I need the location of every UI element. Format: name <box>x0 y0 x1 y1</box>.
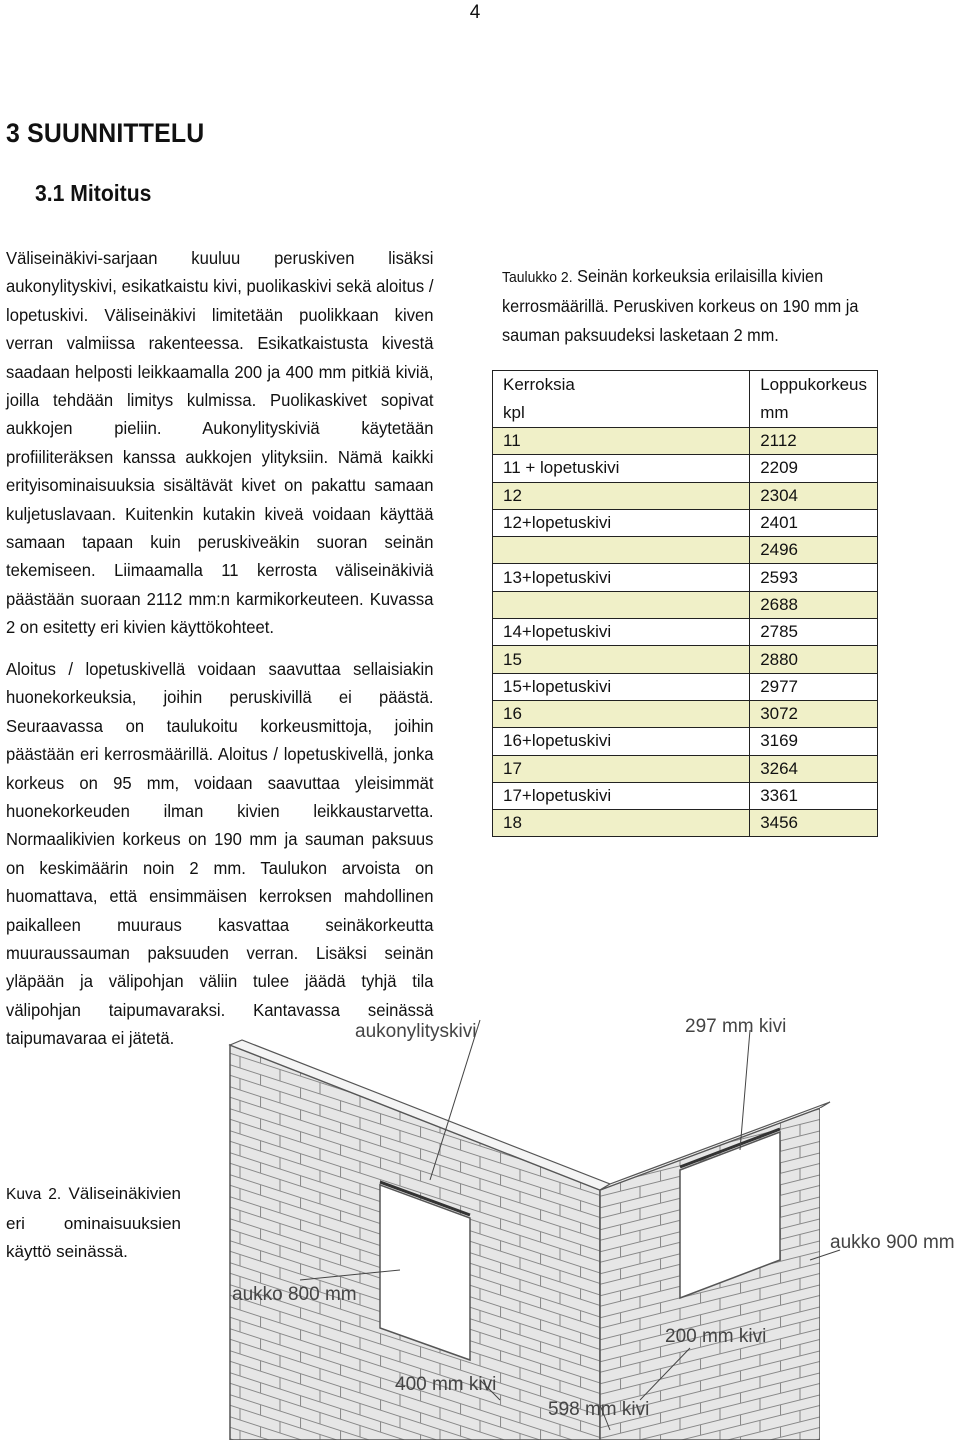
header-height <box>750 371 878 428</box>
label-200-kivi: 200 mm kivi <box>665 1326 767 1347</box>
table-body <box>493 428 878 837</box>
cell-layers: 16 <box>493 700 750 727</box>
header-layers-line2: kpl <box>503 403 525 422</box>
cell-layers <box>493 591 750 618</box>
cell-layers: 16+lopetuskivi <box>493 728 750 755</box>
table-row <box>493 673 878 700</box>
cell-layers: 18 <box>493 810 750 837</box>
header-layers-line1: Kerroksia <box>503 375 575 394</box>
figure-caption <box>6 1180 181 1267</box>
table-row <box>493 700 878 727</box>
body-paragraph-1: Väliseinäkivi-sarjaan kuuluu peruskiven lisäksi aukonylityskivi, esikatkaistu kivi, puolikaskivi sekä aloitus / lopetuskivi. Väliseinäkivi limitetään puolikkaan kiven verran valmiissa rakenteessa. Esikatkaistusta kivestä saadaan helposti leikkaamalla 200 ja 400 mm pitkiä kiviä, joilla tehdään limitys kulmissa. Puolikaskivet sopivat aukkojen pieliin. Aukonylityskiviä käytetään profiiliteräksen kanssa aukkojen ylityksiin. Nämä kaikki erityisominaisuuksia sisältävät kivet on pakattu samaan kuljetuslavaan. Kuitenkin kutakin kiveä voidaan käyttää samaan tapaan kuin peruskiveäkin suoran seinän tekemiseen. Liimaamalla 11 kerrosta väliseinäkiviä päästään suoraan 2112 mm:n karmikorkeuteen. Kuvassa 2 on esitetty eri kivien käyttökohteet. <box>6 248 434 638</box>
label-400-kivi: 400 mm kivi <box>395 1374 497 1395</box>
label-297-kivi: 297 mm kivi <box>685 1016 787 1037</box>
cell-layers: 15 <box>493 646 750 673</box>
cell-height: 2785 <box>750 619 878 646</box>
header-layers <box>493 371 750 428</box>
table-row <box>493 810 878 837</box>
cell-height: 2112 <box>750 428 878 455</box>
cell-height: 2688 <box>750 591 878 618</box>
table-row <box>493 728 878 755</box>
cell-height: 3264 <box>750 755 878 782</box>
wall-figure <box>180 960 960 1440</box>
cell-height: 2593 <box>750 564 878 591</box>
cell-height: 2401 <box>750 509 878 536</box>
table-row <box>493 591 878 618</box>
table-row <box>493 537 878 564</box>
cell-layers: 13+lopetuskivi <box>493 564 750 591</box>
cell-layers: 17 <box>493 755 750 782</box>
table-row <box>493 619 878 646</box>
figure-caption-label: Kuva 2. <box>6 1186 62 1203</box>
table-row <box>493 482 878 509</box>
table-row <box>493 428 878 455</box>
cell-height: 3361 <box>750 782 878 809</box>
table-row <box>493 782 878 809</box>
table-caption-text: Seinän korkeuksia erilaisilla kivien kerrosmäärillä. Peruskiven korkeus on 190 mm ja sauman paksuudeksi lasketaan 2 mm. <box>502 266 859 345</box>
header-height-line2: mm <box>760 403 789 422</box>
cell-layers: 12 <box>493 482 750 509</box>
table-caption <box>502 262 921 349</box>
cell-height: 3169 <box>750 728 878 755</box>
section-heading: 3.1 Mitoitus <box>35 180 152 206</box>
table-row <box>493 455 878 482</box>
page-number: 4 <box>469 2 481 23</box>
cell-layers <box>493 537 750 564</box>
body-paragraph-2: Aloitus / lopetuskivellä voidaan saavuttaa sellaisiakin huonekorkeuksia, joihin peruskivillä ei päästä. Seuraavassa on taulukoitu korkeusmittoja, joihin päästään eri kerrosmäärillä. Aloitus / lopetuskivellä, jonka korkeus on 95 mm, voidaan saavuttaa yleisimmät huonekorkeuden ilman kivien leikkaustarvetta. Normaalikivien korkeus on 190 mm ja sauman paksuus on keskimäärin noin 2 mm. Taulukon arvoista on huomattava, että ensimmäisen kerroksen mahdollinen paikalleen muuraus kasvattaa seinäkorkeutta muuraussauman paksuuden verran. Lisäksi seinän yläpään ja välipohjan väliin tulee jäädä tyhjä tila välipohjan taipumavaraksi. Kantavassa seinässä taipumavaraa ei jätetä. <box>6 659 434 1049</box>
cell-layers: 12+lopetuskivi <box>493 509 750 536</box>
table-header-row <box>493 371 878 428</box>
cell-height: 2880 <box>750 646 878 673</box>
table-row <box>493 755 878 782</box>
cell-height: 2209 <box>750 455 878 482</box>
wall-illustration <box>180 960 960 1440</box>
cell-layers: 15+lopetuskivi <box>493 673 750 700</box>
header-height-line1: Loppukorkeus <box>760 375 867 394</box>
cell-layers: 17+lopetuskivi <box>493 782 750 809</box>
cell-layers: 11 + lopetuskivi <box>493 455 750 482</box>
cell-height: 3456 <box>750 810 878 837</box>
figure-caption-text: Väliseinäkivien eri ominaisuuksien käyttö seinässä. <box>6 1184 181 1261</box>
chapter-heading: 3 SUUNNITTELU <box>6 118 205 148</box>
cell-layers: 14+lopetuskivi <box>493 619 750 646</box>
table-caption-label: Taulukko 2. <box>502 269 573 286</box>
cell-height: 3072 <box>750 700 878 727</box>
label-aukko-800: aukko 800 mm <box>232 1284 357 1305</box>
height-table <box>492 370 878 837</box>
cell-height: 2496 <box>750 537 878 564</box>
label-aukko-900: aukko 900 mm <box>830 1232 955 1253</box>
cell-height: 2304 <box>750 482 878 509</box>
cell-height: 2977 <box>750 673 878 700</box>
table-row <box>493 646 878 673</box>
cell-layers: 11 <box>493 428 750 455</box>
label-aukonylityskivi: aukonylityskivi <box>355 1021 477 1042</box>
table-row <box>493 564 878 591</box>
label-598-kivi: 598 mm kivi <box>548 1399 650 1420</box>
table-row <box>493 509 878 536</box>
